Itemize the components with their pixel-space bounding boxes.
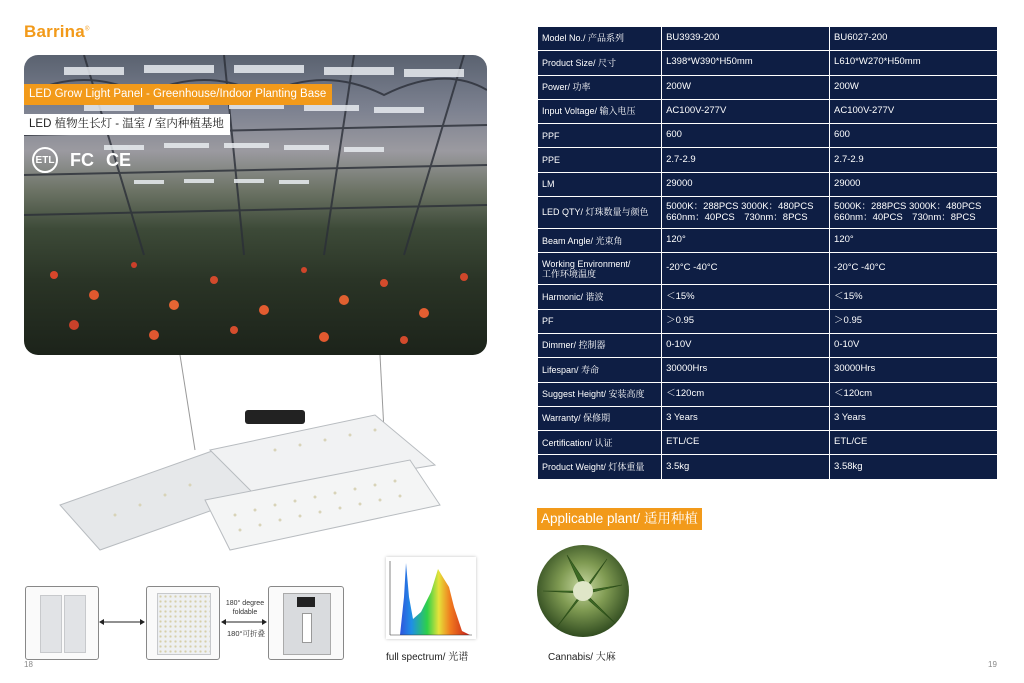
cannabis-photo [537,545,629,637]
grow-light-product-image [55,355,455,555]
spec-row [538,99,998,123]
spec-value-model-b: ＜120cm [830,382,998,406]
spec-value-model-b: 29000 [830,172,998,196]
fold-arrow-icon [221,617,267,627]
spec-row [538,27,998,51]
spec-value-model-b: 600 [830,124,998,148]
spec-row [538,124,998,148]
spec-row [538,455,998,479]
spec-row [538,382,998,406]
spec-value-model-b: BU6027-200 [830,27,998,51]
spec-value-model-a: 600 [662,124,830,148]
spec-value-model-b: 120° [830,229,998,253]
spec-value-model-a: ＜120cm [662,382,830,406]
spec-value-model-a: ＜15% [662,285,830,309]
spec-value-model-b: ＜15% [830,285,998,309]
spec-value-model-b: 0-10V [830,333,998,357]
spec-row [538,431,998,455]
brand-logo: Barrina® [24,22,90,41]
spec-label: Warranty/ 保修期 [538,406,662,430]
spec-value-model-a: 2.7-2.9 [662,148,830,172]
specification-table [537,26,998,480]
spec-row [538,333,998,357]
spec-row [538,253,998,285]
spec-value-model-b: 2.7-2.9 [830,148,998,172]
spec-value-model-b: ETL/CE [830,431,998,455]
spec-value-model-a: ＞0.95 [662,309,830,333]
spec-value-model-b: 200W [830,75,998,99]
spec-value-model-b: 3 Years [830,406,998,430]
certification-logos [32,147,131,173]
panel-folded-thumbnail [268,586,344,660]
spec-value-model-a: L398*W390*H50mm [662,51,830,75]
spec-value-model-a: AC100V-277V [662,99,830,123]
spec-row [538,229,998,253]
ce-logo: CE [106,149,132,170]
spec-label: Working Environment/ 工作环境温度 [538,253,662,285]
spec-value-model-b: 30000Hrs [830,358,998,382]
spec-row [538,285,998,309]
spectrum-caption: full spectrum/ 光谱 [386,652,469,663]
spec-value-model-a: 29000 [662,172,830,196]
spectrum-graph [386,557,476,639]
hero-subtitle: LED 植物生长灯 - 温室 / 室内种植基地 [24,114,230,135]
spec-label: PPF [538,124,662,148]
spec-label: PF [538,309,662,333]
spec-value-model-a: 0-10V [662,333,830,357]
plant-caption: Cannabis/ 大麻 [548,652,616,663]
spec-label: Lifespan/ 寿命 [538,358,662,382]
spec-value-model-a: -20°C -40°C [662,253,830,285]
spec-value-model-a: 30000Hrs [662,358,830,382]
hero-title: LED Grow Light Panel - Greenhouse/Indoor Planting Base [24,84,332,105]
spec-value-model-a: 200W [662,75,830,99]
spec-label: Suggest Height/ 安装高度 [538,382,662,406]
spec-label: LM [538,172,662,196]
spec-row [538,358,998,382]
spec-label: Dimmer/ 控制器 [538,333,662,357]
spec-row [538,197,998,229]
spec-value-model-b: 5000K：288PCS 3000K：480PCS 660nm：40PCS 730nm：8PCS [830,197,998,229]
spec-value-model-a: 3 Years [662,406,830,430]
spec-value-model-a: ETL/CE [662,431,830,455]
etl-logo: ETL [32,147,58,173]
spec-label: LED QTY/ 灯珠数量与颜色 [538,197,662,229]
spec-row [538,51,998,75]
spec-label: PPE [538,148,662,172]
fcc-logo: FC [70,149,94,170]
spec-value-model-a: 5000K：288PCS 3000K：480PCS 660nm：40PCS 730nm：8PCS [662,197,830,229]
spec-label: Input Voltage/ 输入电压 [538,99,662,123]
arrow-icon [99,617,145,627]
spec-label: Harmonic/ 谐波 [538,285,662,309]
spec-row [538,406,998,430]
page-number-right: 19 [988,660,997,669]
spec-row [538,148,998,172]
applicable-plant-title: Applicable plant/ 适用种植 [537,508,702,530]
spec-value-model-a: 3.5kg [662,455,830,479]
panel-front-thumbnail [146,586,220,660]
page-number-left: 18 [24,660,33,669]
spec-label: Product Size/ 尺寸 [538,51,662,75]
panel-unfolded-thumbnail [25,586,99,660]
spec-label: Power/ 功率 [538,75,662,99]
fold-label-cn: 180°可折叠 [226,629,265,638]
spec-value-model-b: ＞0.95 [830,309,998,333]
spec-label: Product Weight/ 灯体重量 [538,455,662,479]
spec-value-model-a: BU3939-200 [662,27,830,51]
spec-label: Model No./ 产品系列 [538,27,662,51]
spec-value-model-b: L610*W270*H50mm [830,51,998,75]
spec-value-model-a: 120° [662,229,830,253]
fold-label-en: 180° degree foldable [225,600,265,616]
spec-value-model-b: -20°C -40°C [830,253,998,285]
spec-row [538,309,998,333]
spec-value-model-b: AC100V-277V [830,99,998,123]
spec-label: Beam Angle/ 光束角 [538,229,662,253]
spec-row [538,172,998,196]
spec-row [538,75,998,99]
spec-value-model-b: 3.58kg [830,455,998,479]
spec-label: Certification/ 认证 [538,431,662,455]
